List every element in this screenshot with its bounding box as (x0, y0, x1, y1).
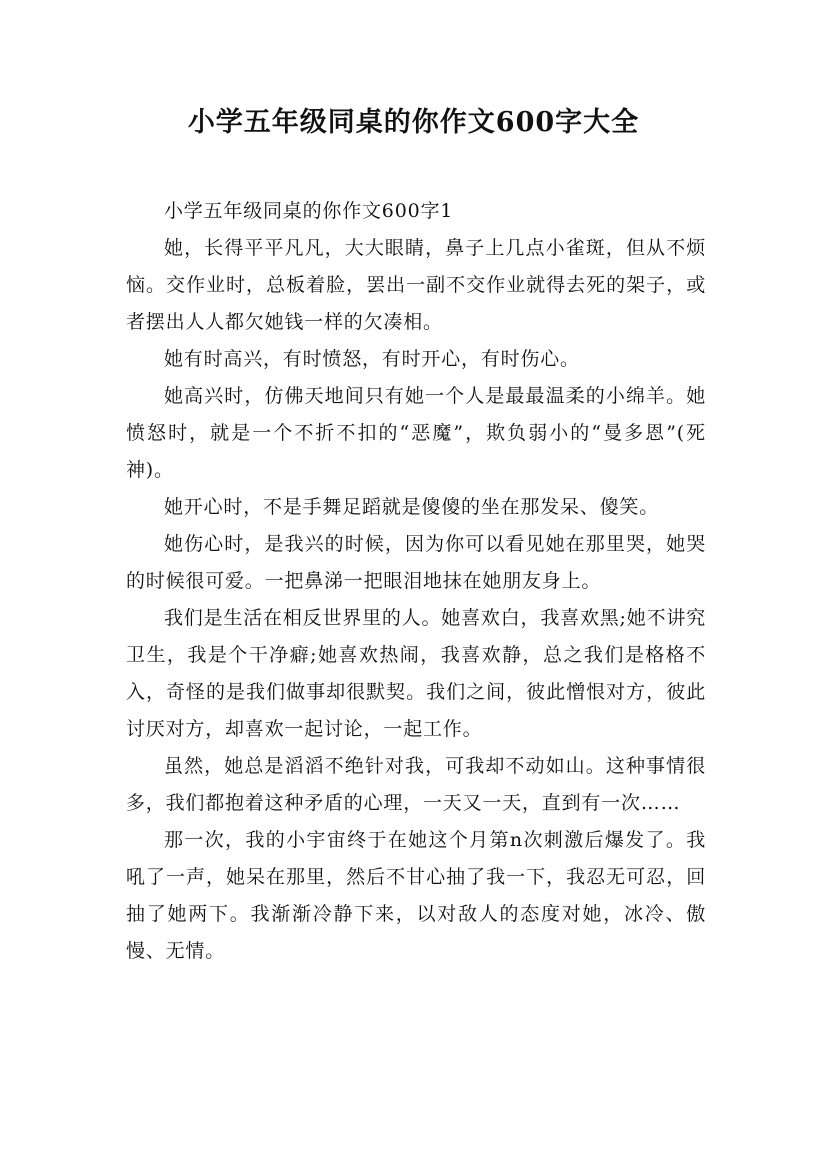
paragraph: 她开心时，不是手舞足蹈就是傻傻的坐在那发呆、傻笑。 (164, 496, 660, 518)
paragraph: 她高兴时，仿佛天地间只有她一个人是最最温柔的小绵羊。她愤怒时，就是一个不折不扣的“恶魔”，欺负弱小的“曼多恩”(死神)。 (126, 385, 706, 481)
paragraph: 虽然，她总是滔滔不绝针对我，可我却不动如山。这种事情很多，我们都抱着这种矛盾的心理，一天又一天，直到有一次…… (126, 755, 706, 814)
document-title: 小学五年级同桌的你作文600字大全 (187, 107, 640, 138)
paragraph: 我们是生活在相反世界里的人。她喜欢白，我喜欢黑;她不讲究卫生，我是个干净癖;她喜欢热闹，我喜欢静，总之我们是格格不入，奇怪的是我们做事却很默契。我们之间，彼此憎恨对方，彼此讨厌对方，却喜欢一起讨论，一起工作。 (126, 607, 706, 740)
paragraph: 她伤心时，是我兴的时候，因为你可以看见她在那里哭，她哭的时候很可爱。一把鼻涕一把眼泪地抹在她朋友身上。 (126, 533, 706, 592)
document-body (126, 193, 706, 970)
essay-subtitle: 小学五年级同桌的你作文600字1 (164, 200, 454, 222)
paragraph: 她有时高兴，有时愤怒，有时开心，有时伤心。 (164, 348, 580, 370)
paragraph: 那一次，我的小宇宙终于在她这个月第n次刺激后爆发了。我吼了一声，她呆在那里，然后不甘心抽了我一下，我忍无可忍，回抽了她两下。我渐渐冷静下来，以对敌人的态度对她，冰冷、傲慢、无情。 (126, 829, 706, 962)
paragraph: 她，长得平平凡凡，大大眼睛，鼻子上几点小雀斑，但从不烦恼。交作业时，总板着脸，罢出一副不交作业就得去死的架子，或者摆出人人都欠她钱一样的欠凑相。 (126, 237, 706, 333)
